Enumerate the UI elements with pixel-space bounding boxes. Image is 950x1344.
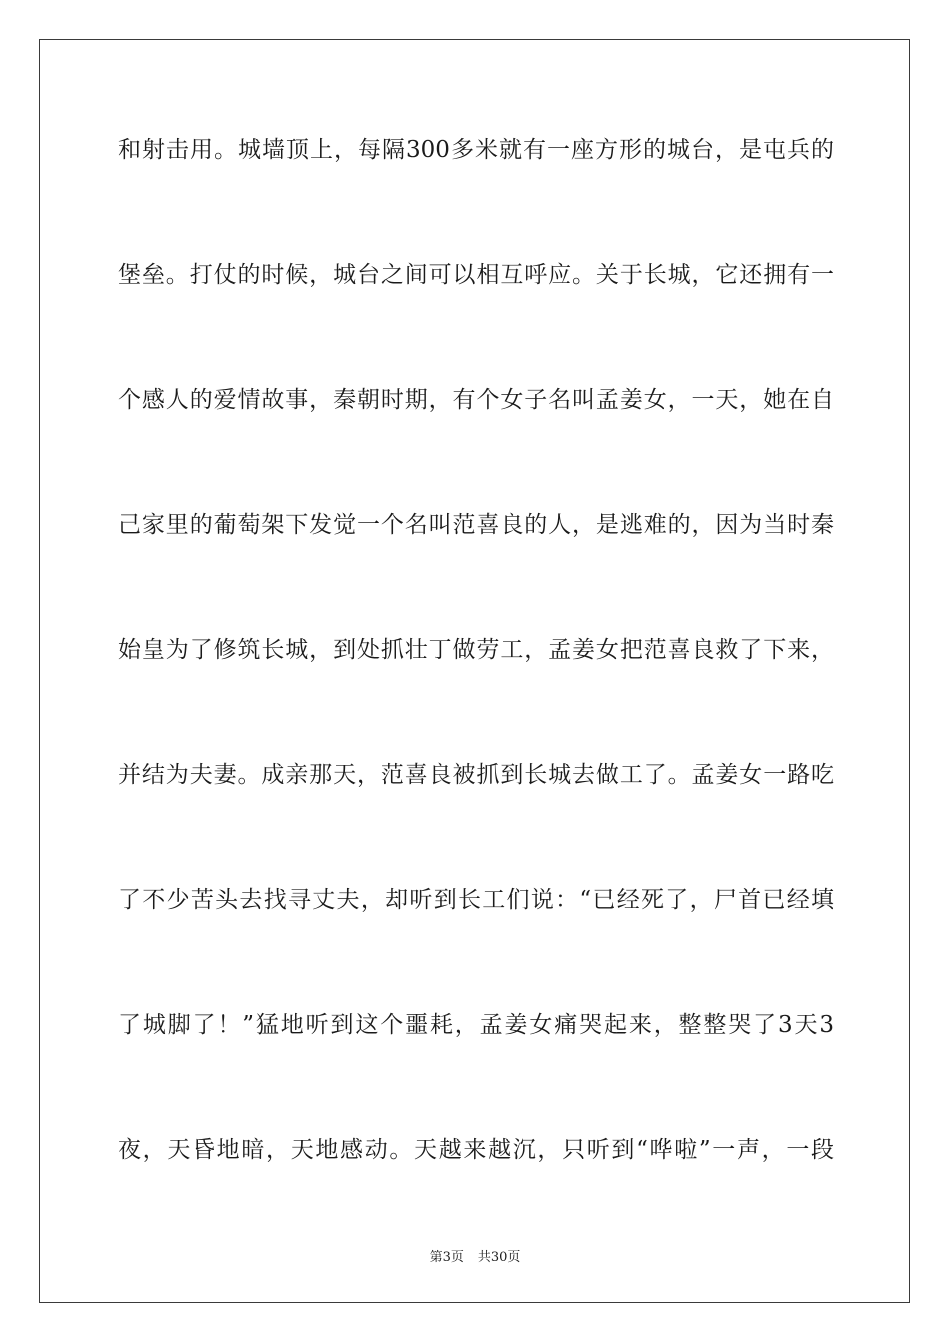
text-line: 了不少苦头去找寻丈夫，却听到长工们说：“已经死了，尸首已经填: [118, 887, 834, 913]
page-number: 第3页: [429, 1250, 464, 1265]
text-line: 和射击用。城墙顶上，每隔300多米就有一座方形的城台，是屯兵的: [118, 137, 834, 163]
text-line: 己家里的葡萄架下发觉一个名叫范喜良的人，是逃难的，因为当时秦: [118, 512, 834, 538]
page-footer: [0, 1246, 950, 1265]
text-line: 了城脚了！”猛地听到这个噩耗，孟姜女痛哭起来，整整哭了3天3: [118, 1012, 834, 1038]
text-line: 个感人的爱情故事，秦朝时期，有个女子名叫孟姜女，一天，她在自: [118, 387, 834, 413]
text-line: 堡垒。打仗的时候，城台之间可以相互呼应。关于长城，它还拥有一: [118, 262, 834, 288]
text-line: 夜，天昏地暗，天地感动。天越来越沉，只听到“哗啦”一声，一段: [118, 1137, 834, 1163]
text-line: 始皇为了修筑长城，到处抓壮丁做劳工，孟姜女把范喜良救了下来，: [118, 637, 834, 663]
document-body: [118, 110, 834, 1235]
text-line: 并结为夫妻。成亲那天，范喜良被抓到长城去做工了。孟姜女一路吃: [118, 762, 834, 788]
total-pages: 共30页: [477, 1250, 521, 1265]
